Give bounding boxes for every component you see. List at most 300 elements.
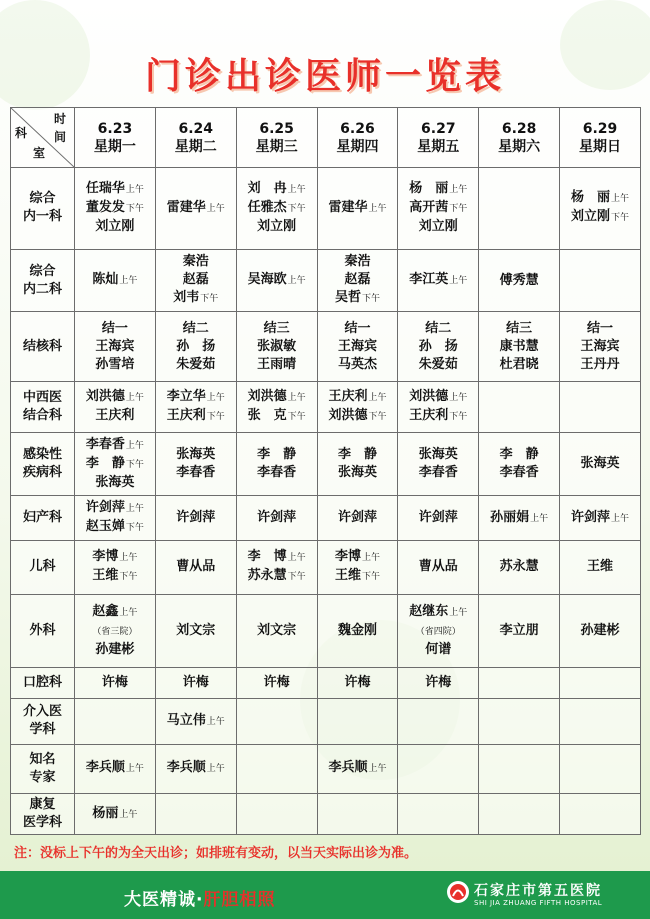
doctor-name: 刘洪德 bbox=[247, 388, 287, 404]
doctor-name: 何谱 bbox=[425, 641, 452, 657]
doctor-name: 王海宾 bbox=[95, 338, 135, 354]
table-row bbox=[11, 381, 641, 432]
header-row bbox=[11, 108, 641, 168]
slogan-part-2: 肝胆相照 bbox=[203, 890, 276, 910]
doctor-name: 陈灿 bbox=[92, 272, 119, 288]
doctor-name: 杨 丽 bbox=[571, 190, 611, 206]
doctor-entry bbox=[156, 464, 236, 482]
doctor-entry bbox=[398, 218, 478, 236]
doctor-entry bbox=[318, 338, 398, 356]
schedule-cell bbox=[560, 312, 641, 382]
schedule-cell bbox=[75, 594, 156, 668]
doctor-entry bbox=[318, 320, 398, 338]
doctor-name: 苏永慧 bbox=[499, 559, 539, 575]
doctor-name: 许剑萍 bbox=[418, 510, 458, 526]
doctor-entry bbox=[318, 289, 398, 308]
doctor-name: 李立华 bbox=[166, 388, 206, 404]
schedule-cell bbox=[317, 432, 398, 495]
session-tag: 上午 bbox=[119, 809, 138, 820]
schedule-cell bbox=[75, 668, 156, 699]
department-name: 康复 bbox=[29, 797, 56, 812]
schedule-cell bbox=[398, 249, 479, 311]
corner-label-dept-2: 室 bbox=[33, 146, 46, 160]
doctor-name: 结一 bbox=[587, 320, 614, 336]
doctor-entry bbox=[479, 509, 559, 528]
department-name: 介入医 bbox=[22, 704, 62, 720]
doctor-name: 许梅 bbox=[425, 675, 452, 691]
schedule-cell bbox=[75, 168, 156, 250]
department-name: 妇产科 bbox=[22, 510, 62, 526]
doctor-name: 张海英 bbox=[418, 447, 458, 463]
schedule-cell bbox=[75, 432, 156, 495]
schedule-cell bbox=[75, 496, 156, 541]
session-tag: 下午 bbox=[119, 572, 138, 583]
session-tag: 上午 bbox=[287, 185, 306, 196]
doctor-name: 刘立刚 bbox=[571, 209, 611, 225]
table-row bbox=[11, 249, 641, 311]
department-cell bbox=[11, 744, 75, 793]
session-tag: 上午 bbox=[449, 185, 468, 196]
doctor-entry bbox=[75, 199, 155, 218]
table-row bbox=[11, 312, 641, 382]
schedule-cell bbox=[155, 249, 236, 311]
schedule-cell bbox=[560, 744, 641, 793]
doctor-name: 雷建华 bbox=[166, 199, 206, 215]
schedule-cell bbox=[155, 541, 236, 594]
doctor-name: 王海宾 bbox=[580, 338, 620, 354]
doctor-entry bbox=[237, 622, 317, 640]
schedule-cell bbox=[560, 594, 641, 668]
schedule-cell bbox=[560, 381, 641, 432]
department-name: 内一科 bbox=[22, 209, 62, 225]
doctor-entry bbox=[75, 499, 155, 518]
department-cell bbox=[11, 794, 75, 835]
doctor-name: 许剑萍 bbox=[337, 510, 377, 526]
schedule-cell bbox=[236, 594, 317, 668]
schedule-cell bbox=[236, 432, 317, 495]
schedule-cell bbox=[560, 541, 641, 594]
session-tag: 上午 bbox=[206, 716, 225, 727]
schedule-cell bbox=[479, 381, 560, 432]
schedule-cell bbox=[317, 698, 398, 744]
doctor-entry bbox=[237, 271, 317, 290]
doctor-entry bbox=[75, 271, 155, 290]
doctor-entry bbox=[75, 641, 155, 659]
hospital-name: 石家庄市第五医院 bbox=[474, 883, 602, 899]
doctor-entry bbox=[318, 464, 398, 482]
doctor-entry bbox=[156, 271, 236, 289]
doctor-entry bbox=[237, 218, 317, 236]
doctor-name: 杜君晓 bbox=[499, 356, 539, 372]
session-tag: 上午 bbox=[287, 392, 306, 403]
doctor-name: 刘韦 bbox=[173, 290, 200, 306]
doctor-entry bbox=[560, 356, 640, 374]
doctor-name: 刘洪德 bbox=[409, 388, 449, 404]
doctor-name: 曹从品 bbox=[418, 559, 458, 575]
department-name: 综合 bbox=[29, 191, 56, 207]
day-header bbox=[479, 108, 560, 168]
table-row bbox=[11, 744, 641, 793]
schedule-cell bbox=[236, 168, 317, 250]
schedule-cell bbox=[75, 312, 156, 382]
doctor-name: 董发发 bbox=[85, 200, 125, 216]
doctor-name: 赵鑫 bbox=[92, 603, 119, 619]
doctor-entry bbox=[75, 320, 155, 338]
schedule-cell bbox=[236, 794, 317, 835]
session-tag: 上午 bbox=[125, 764, 144, 775]
doctor-entry bbox=[398, 338, 478, 356]
schedule-cell bbox=[155, 432, 236, 495]
session-tag: 下午 bbox=[361, 294, 380, 305]
schedule-cell bbox=[75, 744, 156, 793]
doctor-name: 刘洪德 bbox=[328, 407, 368, 423]
doctor-name: 孙雪培 bbox=[95, 356, 135, 372]
doctor-entry bbox=[398, 388, 478, 407]
doctor-name: 刘 冉 bbox=[247, 181, 287, 197]
schedule-cell bbox=[398, 668, 479, 699]
doctor-name: 张淑敏 bbox=[257, 338, 297, 354]
day-weekday: 星期一 bbox=[93, 138, 136, 155]
schedule-cell bbox=[398, 698, 479, 744]
session-tag: 下午 bbox=[200, 294, 219, 305]
doctor-entry bbox=[75, 436, 155, 455]
department-name: 结核科 bbox=[22, 338, 62, 354]
doctor-name: 李春香 bbox=[85, 437, 125, 453]
doctor-entry bbox=[318, 759, 398, 778]
doctor-name: 张海英 bbox=[176, 447, 216, 463]
doctor-entry bbox=[398, 407, 478, 426]
department-name: 知名 bbox=[29, 751, 56, 767]
schedule-cell bbox=[479, 698, 560, 744]
doctor-name: 吴哲 bbox=[334, 290, 361, 306]
schedule-cell bbox=[560, 794, 641, 835]
doctor-entry bbox=[75, 759, 155, 778]
schedule-cell bbox=[155, 794, 236, 835]
doctor-name: 许梅 bbox=[263, 675, 290, 691]
doctor-entry bbox=[398, 622, 478, 641]
doctor-entry bbox=[398, 199, 478, 218]
department-name: 医学科 bbox=[22, 815, 62, 830]
doctor-name: 孙 扬 bbox=[176, 338, 216, 354]
doctor-name: 李春香 bbox=[418, 465, 458, 481]
doctor-entry bbox=[479, 320, 559, 338]
doctor-entry bbox=[560, 189, 640, 208]
schedule-cell bbox=[75, 794, 156, 835]
doctor-name: 结三 bbox=[506, 320, 533, 336]
day-date: 6.29 bbox=[582, 120, 618, 137]
schedule-cell bbox=[479, 541, 560, 594]
doctor-entry bbox=[398, 641, 478, 659]
hospital-name-english: SHI JIA ZHUANG FIFTH HOSPITAL bbox=[474, 899, 603, 907]
doctor-name: 王丹丹 bbox=[580, 356, 620, 372]
doctor-entry bbox=[75, 356, 155, 374]
day-date: 6.23 bbox=[97, 120, 133, 137]
doctor-entry bbox=[237, 180, 317, 199]
department-cell bbox=[11, 249, 75, 311]
schedule-cell bbox=[398, 381, 479, 432]
doctor-entry bbox=[560, 208, 640, 227]
schedule-cell bbox=[479, 744, 560, 793]
session-tag: 上午 bbox=[125, 185, 144, 196]
doctor-entry bbox=[318, 548, 398, 567]
schedule-cell bbox=[398, 168, 479, 250]
doctor-name: 傅秀慧 bbox=[499, 272, 539, 288]
doctor-name: 结三 bbox=[263, 320, 290, 336]
doctor-name: 张海英 bbox=[337, 465, 377, 481]
schedule-cell bbox=[479, 794, 560, 835]
hospital-note: （省四院） bbox=[415, 626, 461, 637]
doctor-name: 雷建华 bbox=[328, 199, 368, 215]
doctor-entry bbox=[318, 446, 398, 464]
doctor-entry bbox=[237, 674, 317, 692]
doctor-entry bbox=[156, 407, 236, 426]
page-title: 门诊出诊医师一览表 bbox=[144, 56, 505, 97]
doctor-entry bbox=[318, 356, 398, 374]
table-row bbox=[11, 432, 641, 495]
doctor-entry bbox=[318, 567, 398, 586]
department-name: 学科 bbox=[29, 722, 56, 738]
doctor-name: 结二 bbox=[182, 320, 209, 336]
doctor-name: 苏永慧 bbox=[247, 568, 287, 584]
doctor-name: 刘洪德 bbox=[85, 389, 125, 405]
day-date: 6.26 bbox=[340, 120, 375, 137]
corner-label-time-1: 时 bbox=[53, 112, 66, 126]
doctor-entry bbox=[237, 199, 317, 218]
day-header bbox=[398, 108, 479, 168]
department-cell bbox=[11, 668, 75, 699]
doctor-entry bbox=[318, 388, 398, 407]
doctor-name: 康书慧 bbox=[499, 338, 539, 354]
schedule-cell bbox=[479, 249, 560, 311]
department-cell bbox=[11, 698, 75, 744]
department-cell bbox=[11, 381, 75, 432]
table-row bbox=[11, 541, 641, 594]
session-tag: 上午 bbox=[119, 607, 138, 618]
doctor-name: 王庆利 bbox=[328, 388, 368, 404]
footer-slogan bbox=[124, 885, 275, 910]
schedule-cell bbox=[560, 496, 641, 541]
department-name: 外科 bbox=[29, 622, 56, 638]
session-tag: 上午 bbox=[368, 392, 387, 403]
schedule-cell bbox=[75, 381, 156, 432]
schedule-cell bbox=[155, 744, 236, 793]
day-date: 6.28 bbox=[501, 120, 537, 137]
doctor-name: 赵玉婵 bbox=[85, 519, 125, 535]
schedule-cell bbox=[479, 594, 560, 668]
doctor-entry bbox=[75, 548, 155, 567]
schedule-cell bbox=[236, 744, 317, 793]
session-tag: 下午 bbox=[368, 411, 387, 422]
department-name: 中西医 bbox=[22, 389, 62, 405]
doctor-entry bbox=[156, 356, 236, 374]
session-tag: 上午 bbox=[119, 276, 138, 287]
day-date: 6.24 bbox=[178, 120, 214, 137]
session-tag: 上午 bbox=[119, 553, 138, 564]
doctor-name: 刘立刚 bbox=[257, 219, 297, 235]
department-cell bbox=[11, 541, 75, 594]
schedule-cell bbox=[317, 541, 398, 594]
doctor-name: 刘立刚 bbox=[95, 219, 135, 235]
doctor-name: 许梅 bbox=[101, 675, 128, 691]
schedule-cell bbox=[317, 168, 398, 250]
schedule-cell bbox=[398, 594, 479, 668]
schedule-cell bbox=[317, 794, 398, 835]
doctor-name: 王雨晴 bbox=[257, 356, 297, 372]
schedule-cell bbox=[155, 594, 236, 668]
doctor-name: 赵磊 bbox=[344, 272, 371, 288]
session-tag: 上午 bbox=[206, 764, 225, 775]
department-cell bbox=[11, 432, 75, 495]
doctor-entry bbox=[75, 218, 155, 236]
doctor-entry bbox=[398, 180, 478, 199]
doctor-entry bbox=[318, 622, 398, 640]
doctor-name: 王庆利 bbox=[409, 407, 449, 423]
day-weekday: 星期二 bbox=[174, 138, 217, 155]
doctor-entry bbox=[237, 320, 317, 338]
doctor-name: 刘文宗 bbox=[257, 622, 297, 638]
schedule-cell bbox=[560, 249, 641, 311]
department-cell bbox=[11, 496, 75, 541]
session-tag: 上午 bbox=[206, 203, 225, 214]
day-date: 6.27 bbox=[421, 120, 456, 137]
doctor-entry bbox=[398, 603, 478, 622]
schedule-cell bbox=[236, 668, 317, 699]
session-tag: 上午 bbox=[611, 194, 630, 205]
doctor-name: 秦浩 bbox=[182, 254, 209, 270]
schedule-cell bbox=[479, 168, 560, 250]
schedule-cell bbox=[479, 432, 560, 495]
doctor-entry bbox=[75, 603, 155, 622]
doctor-name: 李 静 bbox=[257, 447, 297, 463]
department-name: 儿科 bbox=[29, 559, 56, 575]
doctor-entry bbox=[156, 289, 236, 308]
doctor-name: 李博 bbox=[334, 549, 361, 565]
schedule-cell bbox=[398, 496, 479, 541]
session-tag: 上午 bbox=[368, 764, 387, 775]
doctor-name: 朱爱茹 bbox=[176, 356, 216, 372]
doctor-name: 李 静 bbox=[499, 447, 539, 463]
schedule-cell bbox=[398, 432, 479, 495]
doctor-name: 孙建彬 bbox=[95, 641, 135, 657]
doctor-name: 李 静 bbox=[85, 456, 125, 472]
day-weekday: 星期日 bbox=[579, 138, 622, 155]
session-tag: 下午 bbox=[449, 411, 468, 422]
doctor-entry bbox=[318, 271, 398, 289]
doctor-name: 刘立刚 bbox=[418, 219, 458, 235]
doctor-entry bbox=[560, 622, 640, 640]
doctor-entry bbox=[156, 509, 236, 527]
doctor-entry bbox=[560, 455, 640, 473]
session-tag: 上午 bbox=[530, 513, 549, 524]
schedule-cell bbox=[398, 312, 479, 382]
doctor-name: 马立伟 bbox=[166, 712, 206, 728]
doctor-name: 结二 bbox=[425, 320, 452, 336]
doctor-entry bbox=[398, 674, 478, 692]
schedule-cell bbox=[155, 381, 236, 432]
session-tag: 下午 bbox=[125, 523, 144, 534]
doctor-entry bbox=[75, 622, 155, 641]
doctor-entry bbox=[75, 674, 155, 692]
schedule-cell bbox=[479, 496, 560, 541]
doctor-name: 李 静 bbox=[337, 447, 377, 463]
doctor-name: 王维 bbox=[92, 568, 119, 584]
doctor-entry bbox=[156, 622, 236, 640]
doctor-entry bbox=[75, 338, 155, 356]
doctor-name: 孙丽娟 bbox=[490, 509, 530, 525]
doctor-entry bbox=[560, 320, 640, 338]
session-tag: 下午 bbox=[206, 411, 225, 422]
doctor-name: 马英杰 bbox=[337, 356, 377, 372]
session-tag: 下午 bbox=[449, 204, 468, 215]
doctor-entry bbox=[318, 253, 398, 271]
session-tag: 下午 bbox=[125, 460, 144, 471]
doctor-name: 王海宾 bbox=[337, 338, 377, 354]
schedule-cell bbox=[236, 381, 317, 432]
schedule-cell bbox=[75, 249, 156, 311]
doctor-entry bbox=[156, 446, 236, 464]
doctor-entry bbox=[75, 805, 155, 824]
slogan-part-1: 大医精诚· bbox=[124, 890, 204, 910]
hospital-logo-icon bbox=[446, 880, 470, 904]
corner-label-time-2: 间 bbox=[53, 130, 66, 144]
schedule-cell bbox=[560, 168, 641, 250]
table-row bbox=[11, 698, 641, 744]
table-row bbox=[11, 794, 641, 835]
session-tag: 下午 bbox=[287, 411, 306, 422]
doctor-name: 赵磊 bbox=[182, 272, 209, 288]
day-header bbox=[560, 108, 641, 168]
schedule-cell bbox=[317, 744, 398, 793]
doctor-entry bbox=[237, 464, 317, 482]
doctor-entry bbox=[156, 558, 236, 576]
department-name: 感染性 bbox=[22, 447, 62, 463]
doctor-entry bbox=[75, 180, 155, 199]
doctor-name: 王维 bbox=[587, 559, 614, 575]
day-header bbox=[155, 108, 236, 168]
doctor-entry bbox=[398, 558, 478, 576]
doctor-name: 王庆利 bbox=[95, 408, 135, 424]
footnote: 注：没标上下午的为全天出诊；如排班有变动，以当天实际出诊为准。 bbox=[14, 846, 418, 861]
schedule-cell bbox=[560, 668, 641, 699]
day-weekday: 星期六 bbox=[498, 138, 541, 155]
doctor-name: 张海英 bbox=[95, 475, 135, 491]
doctor-name: 结一 bbox=[344, 320, 371, 336]
doctor-entry bbox=[237, 567, 317, 586]
department-cell bbox=[11, 312, 75, 382]
doctor-entry bbox=[479, 558, 559, 576]
table-row bbox=[11, 168, 641, 250]
doctor-entry bbox=[479, 446, 559, 464]
doctor-name: 杨 丽 bbox=[409, 181, 449, 197]
session-tag: 上午 bbox=[368, 203, 387, 214]
doctor-name: 王维 bbox=[334, 568, 361, 584]
doctor-entry bbox=[318, 674, 398, 692]
schedule-cell bbox=[560, 432, 641, 495]
department-name: 疾病科 bbox=[22, 465, 62, 481]
doctor-name: 许剑萍 bbox=[571, 509, 611, 525]
department-name: 专家 bbox=[29, 769, 56, 785]
doctor-name: 李立朋 bbox=[499, 622, 539, 638]
doctor-entry bbox=[398, 320, 478, 338]
doctor-entry bbox=[398, 446, 478, 464]
doctor-entry bbox=[318, 407, 398, 426]
doctor-entry bbox=[479, 272, 559, 290]
doctor-name: 杨丽 bbox=[92, 805, 119, 821]
schedule-cell bbox=[155, 312, 236, 382]
table-row bbox=[11, 594, 641, 668]
doctor-name: 张海英 bbox=[580, 456, 620, 472]
day-header bbox=[317, 108, 398, 168]
